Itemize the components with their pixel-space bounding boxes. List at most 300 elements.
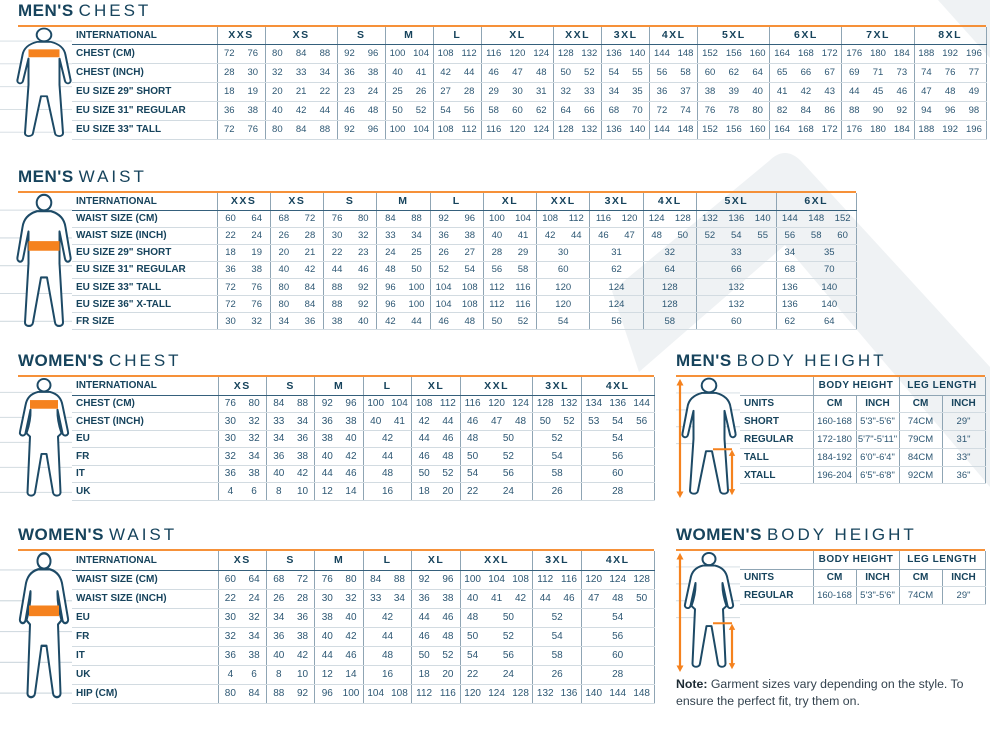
value-cell: 132 xyxy=(557,395,581,413)
value-cell: 116 xyxy=(510,279,537,296)
value-cell: 148 xyxy=(630,684,654,703)
value-cell: 38 xyxy=(241,101,265,120)
value-cell: 25 xyxy=(403,244,430,261)
value-cell: 56 xyxy=(581,627,654,646)
value-cell: 42 xyxy=(537,227,564,244)
value-cell: 60 xyxy=(696,313,776,330)
value-cell: 100 xyxy=(385,120,409,139)
row-label: EU SIZE 36" X-TALL xyxy=(72,296,217,313)
value-cell: 108 xyxy=(537,210,564,227)
value-cell: 124 xyxy=(509,395,533,413)
value-cell: 5'7"-5'11" xyxy=(856,431,899,449)
value-cell: 55 xyxy=(626,63,650,82)
value-cell: 100 xyxy=(403,296,430,313)
unit-header: INCH xyxy=(856,395,899,413)
value-cell: 40 xyxy=(350,313,377,330)
value-cell: 42 xyxy=(377,313,404,330)
value-cell: 148 xyxy=(674,120,698,139)
value-cell: 44 xyxy=(563,227,590,244)
value-cell: 47 xyxy=(914,82,938,101)
value-cell: 52 xyxy=(696,227,723,244)
value-cell: 128 xyxy=(533,395,557,413)
unit-header: INCH xyxy=(942,395,985,413)
value-cell: 47 xyxy=(505,63,529,82)
value-cell: 40 xyxy=(385,63,409,82)
value-cell: 88 xyxy=(291,395,315,413)
value-cell: 84 xyxy=(377,210,404,227)
value-cell: 88 xyxy=(313,120,337,139)
value-cell: 116 xyxy=(481,120,505,139)
value-cell: 38 xyxy=(361,63,385,82)
title-bold: MEN'S xyxy=(18,1,74,20)
value-cell: 40 xyxy=(270,261,297,278)
value-cell: 30 xyxy=(505,82,529,101)
value-cell: 152 xyxy=(698,44,722,63)
value-cell: 168 xyxy=(794,44,818,63)
value-cell: 34 xyxy=(242,627,266,646)
title-light: BODY HEIGHT xyxy=(766,525,917,544)
size-header-m: M xyxy=(377,193,430,210)
value-cell: 48 xyxy=(460,608,484,627)
value-cell: 52 xyxy=(436,465,460,483)
value-cell: 128 xyxy=(554,44,578,63)
size-header-xxl: XXL xyxy=(537,193,590,210)
size-header-l: L xyxy=(363,551,411,570)
value-cell: 54 xyxy=(533,448,581,466)
value-cell: 84 xyxy=(289,120,313,139)
value-cell: 28 xyxy=(483,244,510,261)
value-cell: 84 xyxy=(266,395,290,413)
value-cell: 48 xyxy=(643,227,670,244)
value-cell: 36 xyxy=(291,608,315,627)
value-cell: 100 xyxy=(339,684,363,703)
value-cell: 124 xyxy=(590,279,643,296)
value-cell: 50 xyxy=(460,448,484,466)
value-cell: 50 xyxy=(670,227,697,244)
row-label: EU SIZE 29" SHORT xyxy=(72,82,217,101)
value-cell: 32 xyxy=(242,430,266,448)
value-cell: 48 xyxy=(436,627,460,646)
value-cell: 100 xyxy=(385,44,409,63)
value-cell: 184 xyxy=(890,120,914,139)
mens-waist-table xyxy=(18,193,856,330)
value-cell: 62 xyxy=(590,261,643,278)
value-cell: 43 xyxy=(818,82,842,101)
value-cell: 180 xyxy=(866,44,890,63)
international-header: INTERNATIONAL xyxy=(72,551,218,570)
value-cell: 65 xyxy=(770,63,794,82)
value-cell: 40 xyxy=(315,448,339,466)
value-cell: 54 xyxy=(533,627,581,646)
value-cell: 104 xyxy=(363,684,387,703)
value-cell: 168 xyxy=(794,120,818,139)
value-cell: 48 xyxy=(606,589,630,608)
value-cell: 100 xyxy=(483,210,510,227)
row-label: CHEST (CM) xyxy=(72,395,218,413)
value-cell: 132 xyxy=(696,279,776,296)
value-cell: 48 xyxy=(363,465,411,483)
womens-chest-table xyxy=(18,377,654,501)
title-light: BODY HEIGHT xyxy=(736,351,887,370)
value-cell: 54 xyxy=(581,430,654,448)
body-height-header: BODY HEIGHT xyxy=(813,377,899,395)
value-cell: 112 xyxy=(457,120,481,139)
value-cell: 60 xyxy=(537,261,590,278)
value-cell: 112 xyxy=(412,684,436,703)
row-label: FR SIZE xyxy=(72,313,217,330)
value-cell: 21 xyxy=(297,244,324,261)
value-cell: 92 xyxy=(337,120,361,139)
value-cell: 58 xyxy=(510,261,537,278)
value-cell: 18 xyxy=(412,483,436,501)
value-cell: 22 xyxy=(460,665,484,684)
value-cell: 41 xyxy=(409,63,433,82)
value-cell: 60 xyxy=(505,101,529,120)
value-cell: 52 xyxy=(510,313,537,330)
value-cell: 46 xyxy=(350,261,377,278)
value-cell: 40 xyxy=(746,82,770,101)
value-cell: 67 xyxy=(818,63,842,82)
value-cell: 24 xyxy=(484,483,532,501)
value-cell: 44 xyxy=(324,261,351,278)
value-cell: 60 xyxy=(581,646,654,665)
value-cell: 22 xyxy=(324,244,351,261)
value-cell: 124 xyxy=(529,44,553,63)
value-cell: 68 xyxy=(776,261,803,278)
title-bold: MEN'S xyxy=(18,167,74,186)
value-cell: 44 xyxy=(363,627,411,646)
value-cell: 188 xyxy=(914,120,938,139)
spacer-cell xyxy=(740,551,813,569)
title-bold: WOMEN'S xyxy=(676,525,762,544)
value-cell: 64 xyxy=(244,210,271,227)
value-cell: 96 xyxy=(339,395,363,413)
value-cell: 52 xyxy=(533,430,581,448)
value-cell: 68 xyxy=(270,210,297,227)
value-cell: 116 xyxy=(557,570,581,589)
value-cell: 84 xyxy=(289,44,313,63)
value-cell: 45 xyxy=(866,82,890,101)
value-cell: 52 xyxy=(436,646,460,665)
value-cell: 104 xyxy=(430,279,457,296)
section-title-womens-waist xyxy=(18,525,654,545)
value-cell: 50 xyxy=(403,261,430,278)
size-header-4xl: 4XL xyxy=(643,193,696,210)
value-cell: 33 xyxy=(266,413,290,431)
value-cell: 10 xyxy=(291,665,315,684)
value-cell: 192 xyxy=(938,44,962,63)
value-cell: 92 xyxy=(430,210,457,227)
value-cell: 96 xyxy=(457,210,484,227)
value-cell: 78 xyxy=(722,101,746,120)
value-cell: 46 xyxy=(590,227,617,244)
value-cell: 60 xyxy=(698,63,722,82)
value-cell: 104 xyxy=(409,44,433,63)
value-cell: 34 xyxy=(313,63,337,82)
value-cell: 88 xyxy=(842,101,866,120)
value-cell: 128 xyxy=(509,684,533,703)
value-cell: 62 xyxy=(722,63,746,82)
value-cell: 54 xyxy=(606,413,630,431)
value-cell: 6 xyxy=(242,665,266,684)
value-cell: 64 xyxy=(746,63,770,82)
value-cell: 62 xyxy=(529,101,553,120)
value-cell: 48 xyxy=(529,63,553,82)
value-cell: 33 xyxy=(289,63,313,82)
value-cell: 74CM xyxy=(899,413,942,431)
size-header-xl: XL xyxy=(412,551,460,570)
row-label: UK xyxy=(72,483,218,501)
value-cell: 160 xyxy=(746,44,770,63)
value-cell: 42 xyxy=(363,608,411,627)
value-cell: 88 xyxy=(324,279,351,296)
value-cell: 38 xyxy=(291,448,315,466)
value-cell: 28 xyxy=(297,227,324,244)
womens-waist-table xyxy=(18,551,654,704)
value-cell: 35 xyxy=(803,244,856,261)
value-cell: 112 xyxy=(457,44,481,63)
value-cell: 76 xyxy=(244,296,271,313)
value-cell: 25 xyxy=(385,82,409,101)
value-cell: 132 xyxy=(696,296,776,313)
value-cell: 14 xyxy=(339,665,363,684)
value-cell: 16 xyxy=(363,483,411,501)
unit-header: CM xyxy=(899,569,942,587)
value-cell: 36 xyxy=(217,261,244,278)
value-cell: 38 xyxy=(436,589,460,608)
male-waist-figure-icon xyxy=(18,193,72,330)
value-cell: 54 xyxy=(581,608,654,627)
value-cell: 46 xyxy=(557,589,581,608)
value-cell: 39 xyxy=(722,82,746,101)
value-cell: 30 xyxy=(218,430,242,448)
mens-chest-table xyxy=(18,27,986,140)
value-cell: 56 xyxy=(457,101,481,120)
row-label: EU xyxy=(72,608,218,627)
size-header-xs: XS xyxy=(218,551,266,570)
value-cell: 128 xyxy=(630,570,654,589)
value-cell: 50 xyxy=(484,430,532,448)
note-text: Garment sizes vary depending on the style. To ensure the perfect fit, try them on. xyxy=(676,677,964,708)
value-cell: 74 xyxy=(914,63,938,82)
size-header-xxs: XXS xyxy=(217,193,270,210)
value-cell: 52 xyxy=(557,413,581,431)
size-header-3xl: 3XL xyxy=(590,193,643,210)
value-cell: 136 xyxy=(602,44,626,63)
value-cell: 172 xyxy=(818,44,842,63)
value-cell: 44 xyxy=(412,608,436,627)
value-cell: 136 xyxy=(776,296,803,313)
value-cell: 80 xyxy=(265,120,289,139)
value-cell: 140 xyxy=(626,44,650,63)
value-cell: 42 xyxy=(412,413,436,431)
row-label: EU SIZE 31" REGULAR xyxy=(72,261,217,278)
note-label: Note: xyxy=(676,677,708,691)
value-cell: 16 xyxy=(363,665,411,684)
value-cell: 18 xyxy=(412,665,436,684)
value-cell: 58 xyxy=(533,646,581,665)
value-cell: 52 xyxy=(484,627,532,646)
row-label: TALL xyxy=(740,448,813,466)
value-cell: 36 xyxy=(412,589,436,608)
row-label: CHEST (INCH) xyxy=(72,63,217,82)
value-cell: 34 xyxy=(270,313,297,330)
value-cell: 12 xyxy=(315,483,339,501)
value-cell: 56 xyxy=(484,465,532,483)
value-cell: 116 xyxy=(510,296,537,313)
value-cell: 124 xyxy=(590,296,643,313)
value-cell: 176 xyxy=(842,120,866,139)
value-cell: 104 xyxy=(430,296,457,313)
value-cell: 14 xyxy=(339,483,363,501)
value-cell: 44 xyxy=(315,465,339,483)
value-cell: 34 xyxy=(266,430,290,448)
value-cell: 58 xyxy=(803,227,830,244)
value-cell: 172 xyxy=(818,120,842,139)
value-cell: 128 xyxy=(670,210,697,227)
value-cell: 29 xyxy=(481,82,505,101)
value-cell: 52 xyxy=(578,63,602,82)
size-header-l: L xyxy=(433,27,481,44)
value-cell: 50 xyxy=(533,413,557,431)
value-cell: 112 xyxy=(436,395,460,413)
value-cell: 50 xyxy=(460,627,484,646)
value-cell: 77 xyxy=(962,63,986,82)
value-cell: 46 xyxy=(436,608,460,627)
value-cell: 41 xyxy=(388,413,412,431)
value-cell: 44 xyxy=(363,448,411,466)
value-cell: 92 xyxy=(291,684,315,703)
value-cell: 88 xyxy=(324,296,351,313)
female-chest-figure-icon xyxy=(18,377,72,500)
male-chest-figure-icon xyxy=(18,27,72,139)
value-cell: 38 xyxy=(315,608,339,627)
value-cell: 80 xyxy=(350,210,377,227)
value-cell: 64 xyxy=(643,261,696,278)
value-cell: 88 xyxy=(313,44,337,63)
value-cell: 60 xyxy=(218,570,242,589)
value-cell: 124 xyxy=(606,570,630,589)
value-cell: 46 xyxy=(436,430,460,448)
size-header-xxl: XXL xyxy=(554,27,602,44)
value-cell: 50 xyxy=(412,646,436,665)
size-header-3xl: 3XL xyxy=(602,27,650,44)
value-cell: 72 xyxy=(297,210,324,227)
value-cell: 38 xyxy=(315,430,339,448)
value-cell: 108 xyxy=(388,684,412,703)
value-cell: 72 xyxy=(650,101,674,120)
value-cell: 36 xyxy=(217,101,241,120)
value-cell: 46 xyxy=(460,413,484,431)
size-header-4xl: 4XL xyxy=(581,551,654,570)
value-cell: 24 xyxy=(484,665,532,684)
size-header-s: S xyxy=(337,27,385,44)
value-cell: 28 xyxy=(581,665,654,684)
value-cell: 28 xyxy=(217,63,241,82)
value-cell: 128 xyxy=(643,279,696,296)
section-womens-waist xyxy=(18,525,654,704)
value-cell: 92 xyxy=(315,395,339,413)
value-cell: 26 xyxy=(430,244,457,261)
value-cell: 34 xyxy=(242,448,266,466)
value-cell: 76 xyxy=(938,63,962,82)
value-cell: 92 xyxy=(350,296,377,313)
value-cell: 54 xyxy=(457,261,484,278)
value-cell: 53 xyxy=(581,413,605,431)
value-cell: 184 xyxy=(890,44,914,63)
value-cell: 80 xyxy=(218,684,242,703)
section-womens-chest xyxy=(18,351,654,501)
value-cell: 32 xyxy=(242,413,266,431)
value-cell: 42 xyxy=(291,465,315,483)
value-cell: 36 xyxy=(218,465,242,483)
value-cell: 38 xyxy=(242,646,266,665)
value-cell: 28 xyxy=(457,82,481,101)
value-cell: 196 xyxy=(962,120,986,139)
value-cell: 56 xyxy=(484,646,532,665)
value-cell: 82 xyxy=(770,101,794,120)
value-cell: 21 xyxy=(289,82,313,101)
value-cell: 47 xyxy=(581,589,605,608)
value-cell: 72 xyxy=(217,120,241,139)
spacer-cell xyxy=(740,377,813,395)
note xyxy=(676,676,988,710)
value-cell: 144 xyxy=(650,120,674,139)
value-cell: 30 xyxy=(537,244,590,261)
value-cell: 36 xyxy=(266,627,290,646)
value-cell: 124 xyxy=(484,684,508,703)
value-cell: 70 xyxy=(626,101,650,120)
value-cell: 96 xyxy=(938,101,962,120)
size-header-xs: XS xyxy=(218,377,266,395)
value-cell: 18 xyxy=(217,244,244,261)
row-label: WAIST SIZE (CM) xyxy=(72,210,217,227)
value-cell: 58 xyxy=(674,63,698,82)
value-cell: 33" xyxy=(942,448,985,466)
value-cell: 108 xyxy=(457,296,484,313)
value-cell: 92 xyxy=(412,570,436,589)
value-cell: 40 xyxy=(483,227,510,244)
value-cell: 34 xyxy=(388,589,412,608)
section-mens-chest xyxy=(18,1,986,140)
value-cell: 32 xyxy=(339,589,363,608)
value-cell: 80 xyxy=(242,395,266,413)
value-cell: 140 xyxy=(626,120,650,139)
value-cell: 112 xyxy=(483,296,510,313)
value-cell: 55 xyxy=(750,227,777,244)
value-cell: 26 xyxy=(533,483,581,501)
value-cell: 48 xyxy=(938,82,962,101)
value-cell: 22 xyxy=(460,483,484,501)
unit-header: INCH xyxy=(856,569,899,587)
title-bold: WOMEN'S xyxy=(18,351,104,370)
value-cell: 40 xyxy=(339,608,363,627)
value-cell: 10 xyxy=(291,483,315,501)
value-cell: 88 xyxy=(388,570,412,589)
value-cell: 50 xyxy=(484,608,532,627)
value-cell: 31" xyxy=(942,431,985,449)
value-cell: 116 xyxy=(460,395,484,413)
value-cell: 92 xyxy=(337,44,361,63)
value-cell: 66 xyxy=(794,63,818,82)
section-mens-body-height xyxy=(676,351,985,484)
row-label: CHEST (INCH) xyxy=(72,413,218,431)
value-cell: 54 xyxy=(537,313,590,330)
value-cell: 54 xyxy=(460,465,484,483)
value-cell: 56 xyxy=(590,313,643,330)
value-cell: 46 xyxy=(339,646,363,665)
value-cell: 48 xyxy=(377,261,404,278)
